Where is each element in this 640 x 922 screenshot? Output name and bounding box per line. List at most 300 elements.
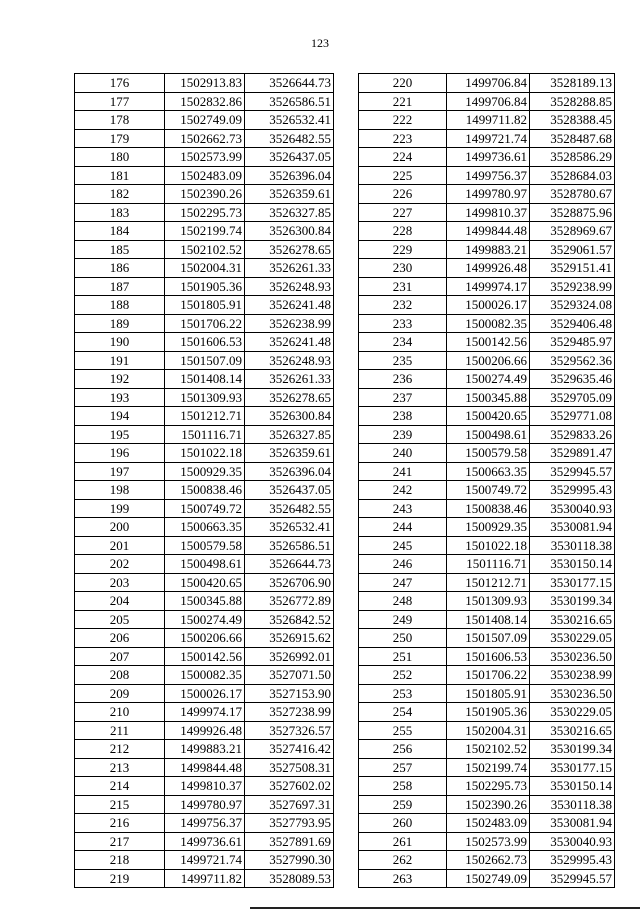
coordinate-y-cell: 3529324.08 [530,296,615,315]
coordinate-x-cell: 1501309.93 [447,592,530,611]
coordinate-y-cell: 3526300.84 [245,407,334,426]
coordinate-y-cell: 3527153.90 [245,684,334,703]
point-number-cell: 209 [75,684,165,703]
coordinate-y-cell: 3530150.14 [530,777,615,796]
table-row [75,203,334,222]
table-row [359,703,615,722]
coordinate-y-cell: 3530238.99 [530,666,615,685]
table-row [359,277,615,296]
coordinate-x-cell: 1499810.37 [447,203,530,222]
table-row [359,370,615,389]
point-number-cell: 225 [359,166,447,185]
coordinate-y-cell: 3529891.47 [530,444,615,463]
table-row [75,629,334,648]
coordinate-x-cell: 1501212.71 [447,573,530,592]
coordinate-y-cell: 3530040.93 [530,499,615,518]
point-number-cell: 176 [75,74,165,93]
table-row [75,407,334,426]
point-number-cell: 226 [359,185,447,204]
coordinate-x-cell: 1501212.71 [165,407,245,426]
coordinate-x-cell: 1500498.61 [165,555,245,574]
coordinate-y-cell: 3526586.51 [245,92,334,111]
table-row [359,111,615,130]
table-row [359,777,615,796]
table-row [359,610,615,629]
coordinate-y-cell: 3528684.03 [530,166,615,185]
table-row [75,666,334,685]
coordinate-x-cell: 1502004.31 [447,721,530,740]
coordinate-x-cell: 1500345.88 [447,388,530,407]
coordinate-x-cell: 1499780.97 [165,795,245,814]
table-row [359,462,615,481]
table-row [359,74,615,93]
coordinate-y-cell: 3530177.15 [530,758,615,777]
table-row [359,518,615,537]
point-number-cell: 181 [75,166,165,185]
coordinate-x-cell: 1502483.09 [165,166,245,185]
table-row [75,758,334,777]
point-number-cell: 201 [75,536,165,555]
coordinate-y-cell: 3528586.29 [530,148,615,167]
coordinate-y-cell: 3530040.93 [530,832,615,851]
point-number-cell: 183 [75,203,165,222]
coordinate-y-cell: 3528388.45 [530,111,615,130]
coordinate-y-cell: 3526437.05 [245,481,334,500]
table-row [359,203,615,222]
coordinate-y-cell: 3527508.31 [245,758,334,777]
coordinate-x-cell: 1500142.56 [165,647,245,666]
coordinate-y-cell: 3528780.67 [530,185,615,204]
coordinate-y-cell: 3529945.57 [530,462,615,481]
coordinate-x-cell: 1500838.46 [165,481,245,500]
coordinate-y-cell: 3526532.41 [245,111,334,130]
coordinate-y-cell: 3530081.94 [530,814,615,833]
coordinate-x-cell: 1499810.37 [165,777,245,796]
coordinate-x-cell: 1499706.84 [447,74,530,93]
table-row [359,795,615,814]
point-number-cell: 254 [359,703,447,722]
coordinate-y-cell: 3528487.68 [530,129,615,148]
coordinate-y-cell: 3529771.08 [530,407,615,426]
coordinate-x-cell: 1501606.53 [447,647,530,666]
table-row [359,647,615,666]
coordinate-x-cell: 1499756.37 [165,814,245,833]
point-number-cell: 229 [359,240,447,259]
point-number-cell: 197 [75,462,165,481]
coordinate-x-cell: 1500498.61 [447,425,530,444]
table-row [359,629,615,648]
point-number-cell: 204 [75,592,165,611]
coordinate-x-cell: 1500579.58 [447,444,530,463]
coordinate-y-cell: 3530216.65 [530,721,615,740]
point-number-cell: 182 [75,185,165,204]
coordinate-y-cell: 3528089.53 [245,869,334,888]
coordinate-y-cell: 3530118.38 [530,536,615,555]
table-row [75,573,334,592]
point-number-cell: 198 [75,481,165,500]
coordinate-x-cell: 1500838.46 [447,499,530,518]
point-number-cell: 210 [75,703,165,722]
coordinate-x-cell: 1502199.74 [165,222,245,241]
coordinate-x-cell: 1500420.65 [165,573,245,592]
point-number-cell: 202 [75,555,165,574]
table-row [75,795,334,814]
coordinate-y-cell: 3530229.05 [530,703,615,722]
point-number-cell: 249 [359,610,447,629]
coordinate-x-cell: 1501507.09 [165,351,245,370]
coordinate-x-cell: 1501116.71 [447,555,530,574]
coordinate-x-cell: 1502573.99 [165,148,245,167]
coordinate-y-cell: 3526248.93 [245,277,334,296]
coordinate-x-cell: 1500274.49 [447,370,530,389]
coordinate-y-cell: 3526359.61 [245,444,334,463]
table-row [359,166,615,185]
coordinate-x-cell: 1501408.14 [165,370,245,389]
table-row [359,314,615,333]
coordinate-y-cell: 3530199.34 [530,740,615,759]
coordinate-y-cell: 3529238.99 [530,277,615,296]
table-row [359,666,615,685]
coordinate-y-cell: 3526238.99 [245,314,334,333]
table-row [359,240,615,259]
coordinate-y-cell: 3529485.97 [530,333,615,352]
coordinate-x-cell: 1501905.36 [447,703,530,722]
point-number-cell: 223 [359,129,447,148]
point-number-cell: 215 [75,795,165,814]
coordinate-x-cell: 1502749.09 [447,869,530,888]
coordinate-y-cell: 3526482.55 [245,129,334,148]
table-row [359,407,615,426]
coordinate-y-cell: 3526241.48 [245,333,334,352]
table-row [75,222,334,241]
coordinate-y-cell: 3526915.62 [245,629,334,648]
point-number-cell: 216 [75,814,165,833]
coordinate-x-cell: 1501706.22 [447,666,530,685]
coordinate-y-cell: 3526992.01 [245,647,334,666]
point-number-cell: 207 [75,647,165,666]
coordinate-x-cell: 1502913.83 [165,74,245,93]
coordinate-y-cell: 3529151.41 [530,259,615,278]
coordinate-y-cell: 3529705.09 [530,388,615,407]
point-number-cell: 214 [75,777,165,796]
point-number-cell: 253 [359,684,447,703]
coordinate-y-cell: 3527891.69 [245,832,334,851]
coordinate-x-cell: 1500929.35 [165,462,245,481]
table-row [75,777,334,796]
coordinate-x-cell: 1502390.26 [447,795,530,814]
coordinate-y-cell: 3526437.05 [245,148,334,167]
point-number-cell: 199 [75,499,165,518]
table-row [75,721,334,740]
coordinate-y-cell: 3527990.30 [245,851,334,870]
table-row [75,370,334,389]
coordinate-x-cell: 1499974.17 [447,277,530,296]
coordinate-y-cell: 3528288.85 [530,92,615,111]
point-number-cell: 242 [359,481,447,500]
point-number-cell: 230 [359,259,447,278]
point-number-cell: 247 [359,573,447,592]
point-number-cell: 255 [359,721,447,740]
point-number-cell: 241 [359,462,447,481]
coordinate-y-cell: 3526248.93 [245,351,334,370]
table-row [359,481,615,500]
table-row [75,555,334,574]
point-number-cell: 193 [75,388,165,407]
table-row [359,721,615,740]
point-number-cell: 213 [75,758,165,777]
coordinate-y-cell: 3526644.73 [245,74,334,93]
coordinate-x-cell: 1500026.17 [165,684,245,703]
coordinate-x-cell: 1500082.35 [447,314,530,333]
coordinate-x-cell: 1499883.21 [165,740,245,759]
coordinate-x-cell: 1499883.21 [447,240,530,259]
coordinate-x-cell: 1500206.66 [447,351,530,370]
table-row [75,499,334,518]
point-number-cell: 220 [359,74,447,93]
coordinate-x-cell: 1499721.74 [447,129,530,148]
table-row [75,740,334,759]
table-row [75,481,334,500]
coordinate-x-cell: 1499844.48 [447,222,530,241]
table-row [359,684,615,703]
point-number-cell: 263 [359,869,447,888]
coordinate-x-cell: 1499780.97 [447,185,530,204]
point-number-cell: 252 [359,666,447,685]
coordinate-x-cell: 1501022.18 [165,444,245,463]
bottom-rule [250,907,640,909]
table-row [359,444,615,463]
coordinate-y-cell: 3529562.36 [530,351,615,370]
coordinate-y-cell: 3527793.95 [245,814,334,833]
coordinate-y-cell: 3530177.15 [530,573,615,592]
page-number: 123 [311,36,329,50]
point-number-cell: 227 [359,203,447,222]
table-row [75,851,334,870]
point-number-cell: 217 [75,832,165,851]
table-row [359,351,615,370]
coordinate-y-cell: 3530236.50 [530,684,615,703]
coordinate-y-cell: 3526278.65 [245,240,334,259]
table-row [359,869,615,888]
table-row [75,462,334,481]
point-number-cell: 257 [359,758,447,777]
point-number-cell: 218 [75,851,165,870]
coordinate-y-cell: 3526241.48 [245,296,334,315]
table-row [359,129,615,148]
table-row [359,92,615,111]
table-row [359,148,615,167]
coordinate-x-cell: 1501706.22 [165,314,245,333]
coordinate-y-cell: 3530229.05 [530,629,615,648]
point-number-cell: 234 [359,333,447,352]
point-number-cell: 189 [75,314,165,333]
coordinate-x-cell: 1501805.91 [165,296,245,315]
coordinate-x-cell: 1501507.09 [447,629,530,648]
point-number-cell: 237 [359,388,447,407]
table-row [75,148,334,167]
table-row [75,296,334,315]
coordinate-x-cell: 1500206.66 [165,629,245,648]
table-row [75,259,334,278]
coordinate-x-cell: 1501116.71 [165,425,245,444]
coordinate-x-cell: 1502573.99 [447,832,530,851]
point-number-cell: 211 [75,721,165,740]
point-number-cell: 206 [75,629,165,648]
point-number-cell: 233 [359,314,447,333]
table-row [75,536,334,555]
table-row [359,758,615,777]
coordinate-x-cell: 1499756.37 [447,166,530,185]
coordinate-y-cell: 3526359.61 [245,185,334,204]
table-row [359,296,615,315]
point-number-cell: 192 [75,370,165,389]
table-row [75,425,334,444]
coordinate-y-cell: 3529995.43 [530,481,615,500]
coordinate-x-cell: 1501606.53 [165,333,245,352]
point-number-cell: 178 [75,111,165,130]
table-row [359,740,615,759]
point-number-cell: 250 [359,629,447,648]
point-number-cell: 188 [75,296,165,315]
coordinate-y-cell: 3530199.34 [530,592,615,611]
point-number-cell: 261 [359,832,447,851]
point-number-cell: 205 [75,610,165,629]
coordinate-x-cell: 1499926.48 [447,259,530,278]
coordinate-y-cell: 3527416.42 [245,740,334,759]
coordinate-x-cell: 1500345.88 [165,592,245,611]
point-number-cell: 219 [75,869,165,888]
coordinate-y-cell: 3527697.31 [245,795,334,814]
table-row [75,814,334,833]
coordinate-y-cell: 3527326.57 [245,721,334,740]
coordinate-y-cell: 3526706.90 [245,573,334,592]
table-row [359,832,615,851]
point-number-cell: 212 [75,740,165,759]
coordinate-y-cell: 3526396.04 [245,462,334,481]
point-number-cell: 262 [359,851,447,870]
coordinates-table-right [358,73,615,888]
point-number-cell: 180 [75,148,165,167]
table-row [75,444,334,463]
coordinate-y-cell: 3530118.38 [530,795,615,814]
coordinate-x-cell: 1502662.73 [165,129,245,148]
table-row [75,351,334,370]
table-row [359,814,615,833]
coordinate-x-cell: 1500026.17 [447,296,530,315]
coordinate-x-cell: 1502102.52 [447,740,530,759]
coordinate-x-cell: 1500663.35 [165,518,245,537]
coordinate-x-cell: 1502390.26 [165,185,245,204]
table-row [359,555,615,574]
coordinates-table-left [74,73,334,888]
coordinate-x-cell: 1502749.09 [165,111,245,130]
coordinate-y-cell: 3529635.46 [530,370,615,389]
coordinate-x-cell: 1501022.18 [447,536,530,555]
coordinate-x-cell: 1499721.74 [165,851,245,870]
table-row [359,388,615,407]
point-number-cell: 248 [359,592,447,611]
coordinate-y-cell: 3528189.13 [530,74,615,93]
point-number-cell: 240 [359,444,447,463]
point-number-cell: 177 [75,92,165,111]
table-row [359,222,615,241]
coordinate-y-cell: 3529406.48 [530,314,615,333]
point-number-cell: 260 [359,814,447,833]
point-number-cell: 187 [75,277,165,296]
coordinate-x-cell: 1502102.52 [165,240,245,259]
point-number-cell: 245 [359,536,447,555]
coordinate-y-cell: 3526644.73 [245,555,334,574]
coordinate-y-cell: 3529945.57 [530,869,615,888]
table-row [75,314,334,333]
coordinate-x-cell: 1502295.73 [165,203,245,222]
point-number-cell: 251 [359,647,447,666]
coordinate-x-cell: 1501805.91 [447,684,530,703]
coordinate-y-cell: 3530216.65 [530,610,615,629]
coordinate-y-cell: 3530081.94 [530,518,615,537]
coordinate-x-cell: 1499736.61 [447,148,530,167]
point-number-cell: 256 [359,740,447,759]
coordinate-y-cell: 3528875.96 [530,203,615,222]
coordinate-y-cell: 3526261.33 [245,370,334,389]
coordinate-y-cell: 3526300.84 [245,222,334,241]
point-number-cell: 200 [75,518,165,537]
point-number-cell: 222 [359,111,447,130]
coordinate-y-cell: 3526396.04 [245,166,334,185]
point-number-cell: 236 [359,370,447,389]
coordinate-x-cell: 1500420.65 [447,407,530,426]
table-row [75,277,334,296]
table-row [75,129,334,148]
point-number-cell: 203 [75,573,165,592]
coordinate-y-cell: 3530150.14 [530,555,615,574]
coordinate-y-cell: 3526532.41 [245,518,334,537]
coordinate-y-cell: 3526327.85 [245,203,334,222]
point-number-cell: 258 [359,777,447,796]
point-number-cell: 184 [75,222,165,241]
coordinate-x-cell: 1501905.36 [165,277,245,296]
coordinate-x-cell: 1500749.72 [165,499,245,518]
table-row [75,647,334,666]
coordinate-y-cell: 3527071.50 [245,666,334,685]
point-number-cell: 232 [359,296,447,315]
point-number-cell: 246 [359,555,447,574]
coordinate-x-cell: 1499926.48 [165,721,245,740]
coordinate-x-cell: 1501408.14 [447,610,530,629]
coordinate-y-cell: 3526327.85 [245,425,334,444]
table-row [75,185,334,204]
coordinate-y-cell: 3526482.55 [245,499,334,518]
coordinate-y-cell: 3528969.67 [530,222,615,241]
table-row [75,111,334,130]
point-number-cell: 185 [75,240,165,259]
table-row [359,499,615,518]
coordinate-x-cell: 1500663.35 [447,462,530,481]
table-row [75,684,334,703]
point-number-cell: 231 [359,277,447,296]
table-row [359,333,615,352]
coordinate-y-cell: 3526278.65 [245,388,334,407]
coordinate-x-cell: 1499706.84 [447,92,530,111]
table-row [359,259,615,278]
point-number-cell: 243 [359,499,447,518]
coordinate-x-cell: 1499711.82 [165,869,245,888]
table-row [75,869,334,888]
coordinate-x-cell: 1502483.09 [447,814,530,833]
point-number-cell: 191 [75,351,165,370]
table-row [75,333,334,352]
table-row [75,388,334,407]
